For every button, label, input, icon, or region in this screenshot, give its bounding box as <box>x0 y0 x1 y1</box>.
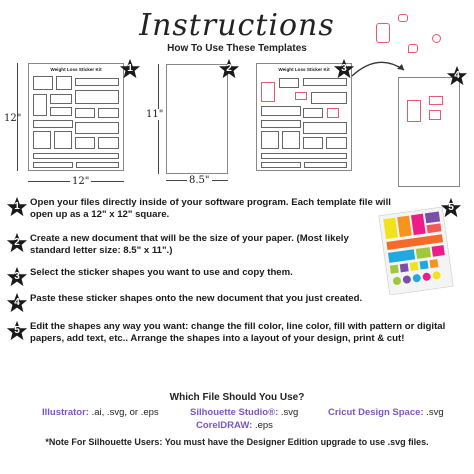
selected-sticker-shape <box>261 82 275 102</box>
step-1-text: Open your files directly inside of your software program. Each template file will open up as a 12" x 12" square. <box>30 197 391 220</box>
sticker-shape <box>75 137 95 149</box>
page-title: Instructions <box>139 8 335 43</box>
sticker-shape <box>261 153 347 159</box>
page-subtitle: How To Use These Templates <box>167 43 307 54</box>
letter-sheet-pasted <box>398 77 460 187</box>
software-silhouette: Silhouette Studio®: .svg <box>190 407 299 418</box>
software-coreldraw: CorelDRAW: .eps <box>196 420 273 431</box>
sticker-shape <box>98 108 119 118</box>
sticker-shape <box>33 131 51 149</box>
sticker-shape <box>33 120 73 128</box>
sticker-shape <box>50 94 72 104</box>
software-cricut: Cricut Design Space: .svg <box>328 407 444 418</box>
curved-arrow-icon <box>350 56 410 78</box>
file-heading: Which File Should You Use? <box>169 392 305 403</box>
sticker-shape <box>304 162 347 168</box>
step-4-text: Paste these sticker shapes onto the new document that you just created. <box>30 293 363 304</box>
template-mini-title: Weight Loss Sticker Kit <box>50 67 102 72</box>
step-2-text: Create a new document that will be the size of your paper. (Most likely standard letter size: 8.5" x 11".) <box>30 233 349 256</box>
step-1-badge: 1 <box>6 196 28 218</box>
badge-1: 1 <box>119 58 141 80</box>
step-5-text: Edit the shapes any way you want: change the fill color, line color, fill with pattern or digital papers, add text, etc.. Arrange the shapes into a layout of your design, print & cut! <box>30 321 446 344</box>
sticker-shape <box>33 162 73 168</box>
sticker-shape <box>54 131 72 149</box>
sticker-shape <box>75 122 119 134</box>
width-dimension-label: 12" <box>72 176 90 187</box>
sticker-shape <box>261 162 301 168</box>
deco-rect-small <box>398 14 408 22</box>
step-3-badge: 3 <box>6 266 28 288</box>
sticker-shape <box>261 131 279 149</box>
sticker-shape <box>75 108 95 118</box>
blank-letter-sheet <box>166 64 228 174</box>
sticker-shape <box>326 137 347 149</box>
badge-5: 5 <box>440 197 462 219</box>
deco-bubble <box>408 44 418 53</box>
step-5-badge: 5 <box>6 320 28 342</box>
selected-sticker-shape <box>327 108 339 118</box>
sticker-shape <box>50 107 72 116</box>
sticker-shape <box>56 76 72 90</box>
sticker-shape <box>311 92 347 104</box>
sticker-shape <box>76 162 119 168</box>
step-3-text: Select the sticker shapes you want to use and copy them. <box>30 267 293 278</box>
sticker-shape <box>279 78 299 88</box>
selected-sticker-shape <box>295 92 307 100</box>
sticker-shape <box>282 131 300 149</box>
deco-rect-large <box>376 23 390 43</box>
deco-tag <box>432 34 441 43</box>
software-illustrator: Illustrator: .ai, .svg, or .eps <box>42 407 159 418</box>
step-4-badge: 4 <box>6 292 28 314</box>
height-dimension-label: 12" <box>4 113 22 124</box>
pasted-sticker-shape <box>429 96 443 105</box>
pasted-sticker-shape <box>407 100 421 122</box>
sticker-shape <box>33 94 47 116</box>
sticker-shape <box>98 137 119 149</box>
sticker-shape <box>75 78 119 86</box>
sticker-shape <box>303 137 323 149</box>
sticker-shape <box>33 76 53 90</box>
step-2-badge: 2 <box>6 232 28 254</box>
template-sheet-12x12 <box>28 63 124 171</box>
sticker-shape <box>261 120 301 128</box>
badge-3: 3 <box>333 58 355 80</box>
sticker-shape <box>33 153 119 159</box>
sticker-shape <box>303 108 323 118</box>
paper-width-label: 8.5" <box>189 175 210 186</box>
template-mini-title: Weight Loss Sticker Kit <box>278 67 330 72</box>
sticker-shape <box>303 122 347 134</box>
sticker-shape <box>261 106 301 116</box>
paper-height-label: 11" <box>146 109 164 120</box>
badge-2: 2 <box>218 58 240 80</box>
silhouette-note: *Note For Silhouette Users: You must have the Designer Edition upgrade to use .svg files. <box>45 437 429 447</box>
badge-4: 4 <box>446 65 468 87</box>
sticker-shape <box>75 90 119 104</box>
pasted-sticker-shape <box>429 110 441 120</box>
